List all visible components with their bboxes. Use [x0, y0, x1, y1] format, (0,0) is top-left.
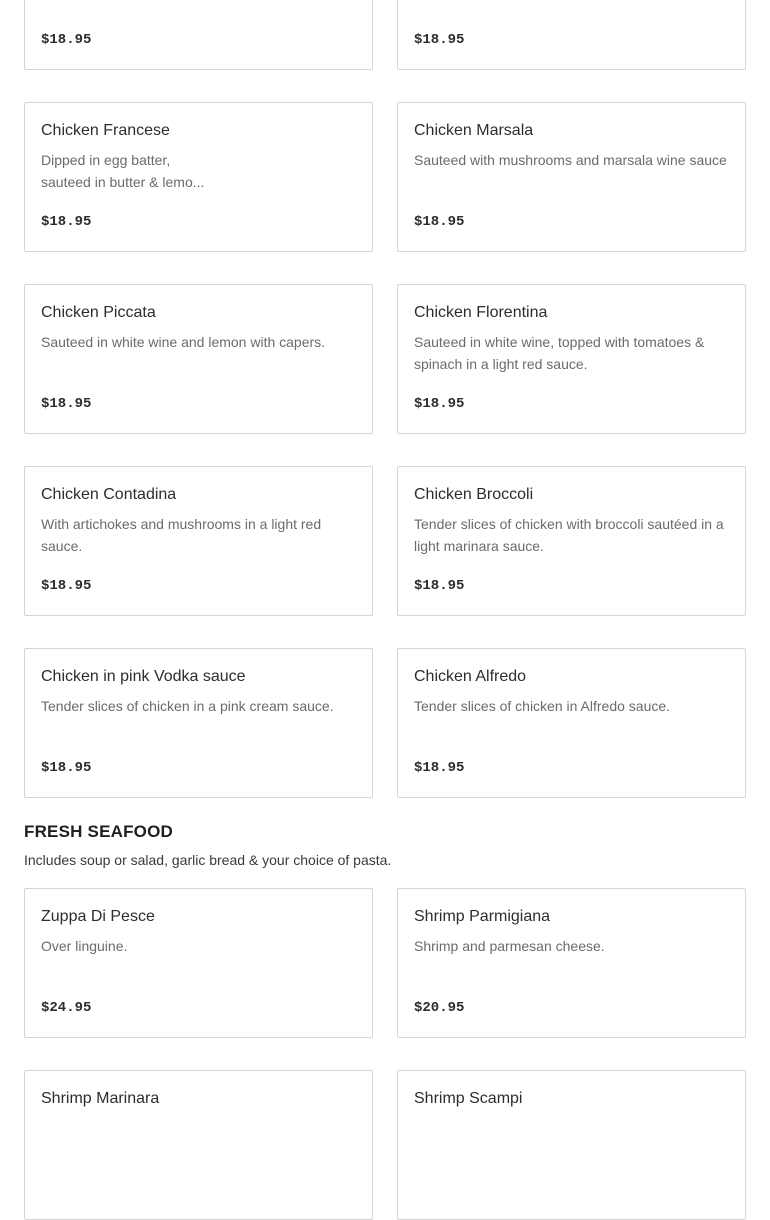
menu-item-name: Chicken Broccoli [414, 486, 534, 503]
menu-item-name: Shrimp Scampi [414, 1090, 523, 1107]
menu-item-card[interactable] [397, 648, 746, 798]
menu-item-description: Tender slices of chicken in Alfredo sauce. [414, 698, 671, 714]
menu-item-card[interactable] [397, 102, 746, 252]
menu-item-name: Shrimp Parmigiana [414, 908, 551, 925]
menu-item-price: $20.95 [414, 1000, 465, 1016]
menu-item-name: Chicken Contadina [41, 486, 177, 503]
menu-item-card[interactable] [397, 1070, 746, 1220]
menu-item-price: $18.95 [414, 32, 465, 48]
menu-item-name: Chicken Piccata [41, 304, 156, 321]
menu-item-card[interactable] [397, 284, 746, 434]
menu-item-description: Dipped in egg batter, sauteed in butter & lemo... [41, 152, 205, 190]
menu-item-price: $18.95 [414, 214, 465, 230]
menu-item-card[interactable] [24, 1070, 373, 1220]
menu-item-description: Sauteed in white wine and lemon with capers. [41, 334, 326, 350]
menu-item-price: $18.95 [41, 760, 92, 776]
menu-item-description: Sauteed in white wine, topped with tomatoes & spinach in a light red sauce. [414, 334, 705, 372]
menu-item-card[interactable] [397, 0, 746, 70]
menu-item-name: Chicken Francese [41, 122, 170, 139]
menu-item-card[interactable] [24, 466, 373, 616]
menu-item-card[interactable] [24, 284, 373, 434]
menu-item-card[interactable] [24, 648, 373, 798]
menu-item-description: Tender slices of chicken in a pink cream sauce. [41, 698, 334, 714]
menu-item-price: $18.95 [414, 396, 465, 412]
menu-item-name: Chicken Alfredo [414, 668, 527, 685]
menu-item-description: Sauteed with mushrooms and marsala wine sauce [414, 152, 727, 168]
menu-item-price: $24.95 [41, 1000, 92, 1016]
menu-item-card[interactable] [24, 0, 373, 70]
menu-item-card[interactable] [24, 888, 373, 1038]
menu-item-name: Chicken Marsala [414, 122, 534, 139]
menu-item-name: Chicken in pink Vodka sauce [41, 668, 246, 685]
section-subtitle: Includes soup or salad, garlic bread & your choice of pasta. [24, 852, 392, 868]
menu-item-description: Shrimp and parmesan cheese. [414, 938, 605, 954]
menu-item-price: $18.95 [41, 214, 92, 230]
menu-item-card[interactable] [24, 102, 373, 252]
menu-item-name: Shrimp Marinara [41, 1090, 160, 1107]
menu-item-price: $18.95 [41, 578, 92, 594]
menu-item-name: Zuppa Di Pesce [41, 908, 155, 925]
menu-item-description: Over linguine. [41, 938, 128, 954]
menu-item-card[interactable] [397, 466, 746, 616]
menu-item-name: Chicken Florentina [414, 304, 548, 321]
menu-item-price: $18.95 [41, 32, 92, 48]
menu-item-price: $18.95 [41, 396, 92, 412]
menu-item-price: $18.95 [414, 760, 465, 776]
menu-item-card[interactable] [397, 888, 746, 1038]
menu-item-description: With artichokes and mushrooms in a light red sauce. [41, 516, 322, 554]
menu-item-description: Tender slices of chicken with broccoli sautéed in a light marinara sauce. [414, 516, 724, 554]
menu-item-price: $18.95 [414, 578, 465, 594]
section-title: FRESH SEAFOOD [24, 822, 174, 841]
